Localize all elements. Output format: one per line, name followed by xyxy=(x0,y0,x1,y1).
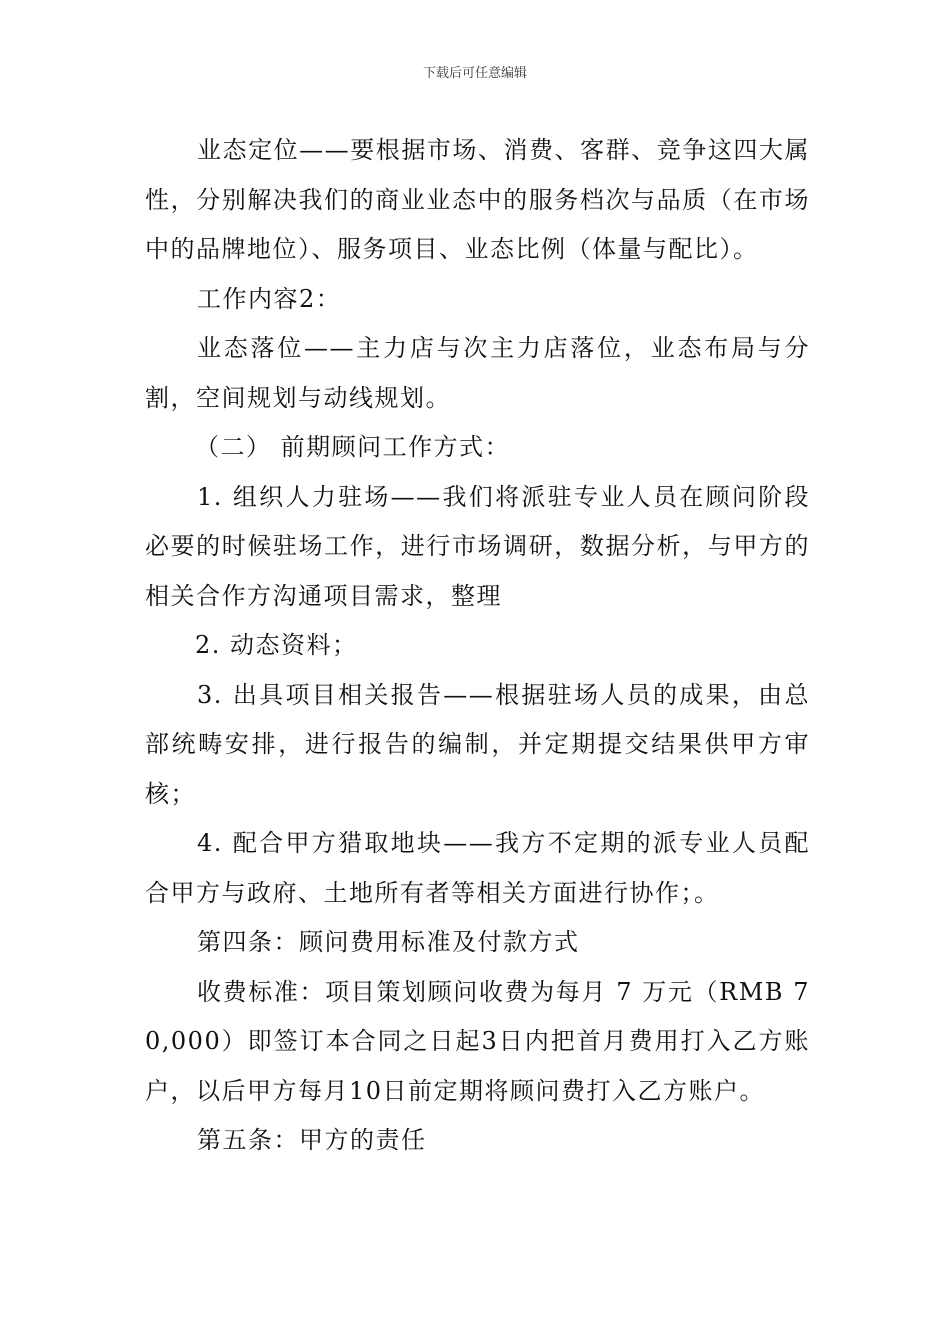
paragraph-item-2: 2. 动态资料； xyxy=(195,631,358,659)
document-body xyxy=(145,126,810,1166)
paragraph-section-2-heading: （二） 前期顾问工作方式： xyxy=(195,433,511,461)
paragraph-format-placement: 业态落位——主力店与次主力店落位，业态布局与分割，空间规划与动线规划。 xyxy=(145,334,810,412)
page-header: 下载后可任意编辑 xyxy=(422,66,527,81)
paragraph-item-3: 3. 出具项目相关报告——根据驻场人员的成果，由总部统畴安排，进行报告的编制，并定期提交结果供甲方审核； xyxy=(145,680,810,808)
paragraph-article-5-heading: 第五条：甲方的责任 xyxy=(197,1126,427,1154)
paragraph-fee-standard: 收费标准：项目策划顾问收费为每月 7 万元（RMB 70,000）即签订本合同之日起3日内把首月费用打入乙方账户，以后甲方每月10日前定期将顾问费打入乙方账户。 xyxy=(145,977,810,1105)
paragraph-article-4-heading: 第四条：顾问费用标准及付款方式 xyxy=(197,928,580,956)
paragraph-format-positioning: 业态定位——要根据市场、消费、客群、竞争这四大属性，分别解决我们的商业业态中的服务档次与品质（在市场中的品牌地位）、服务项目、业态比例（体量与配比）。 xyxy=(145,136,810,263)
paragraph-item-1: 1. 组织人力驻场——我们将派驻专业人员在顾问阶段必要的时候驻场工作，进行市场调研，数据分析，与甲方的相关合作方沟通项目需求，整理 xyxy=(145,482,810,610)
paragraph-work-content-2: 工作内容2： xyxy=(197,284,342,313)
paragraph-item-4: 4. 配合甲方猎取地块——我方不定期的派专业人员配合甲方与政府、土地所有者等相关方面进行协作；。 xyxy=(145,829,810,907)
